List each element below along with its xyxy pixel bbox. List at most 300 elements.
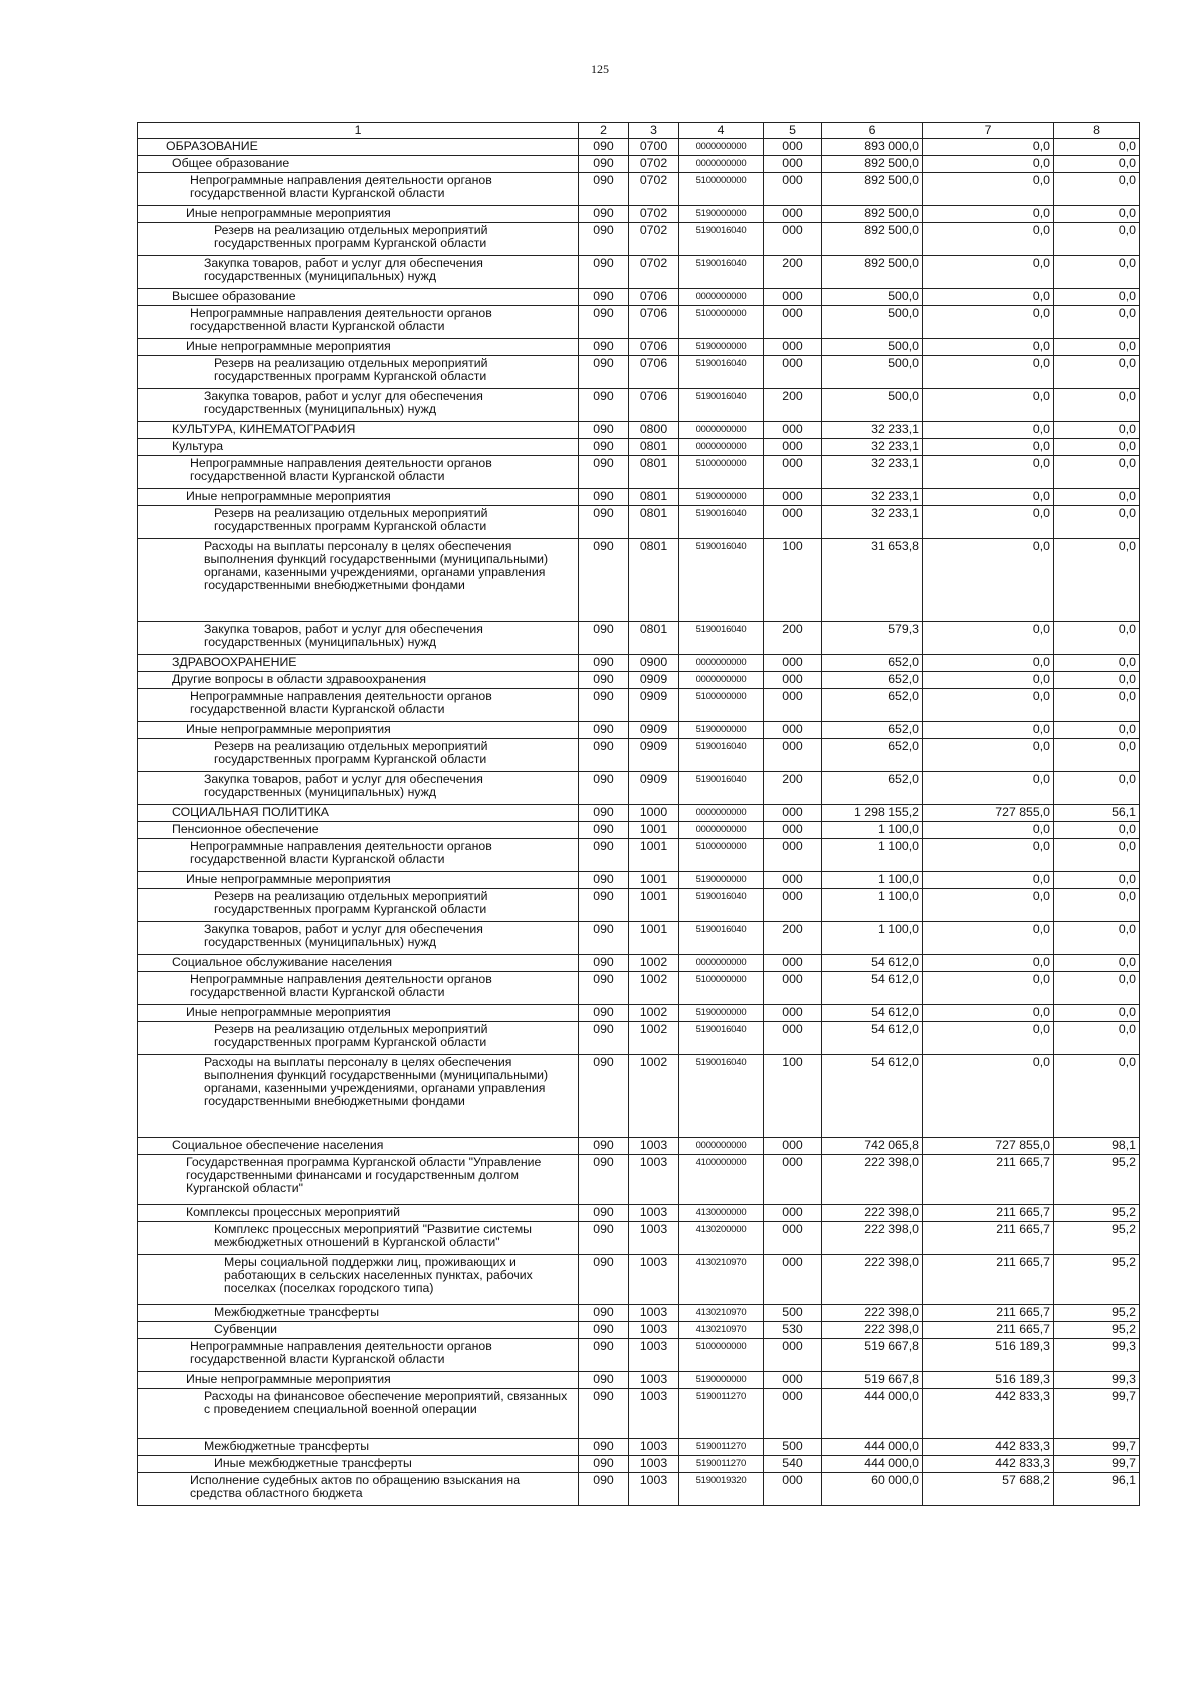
row-expense-type-cell: 000 bbox=[764, 206, 822, 223]
row-target-article-cell: 5190000000 bbox=[679, 489, 764, 506]
table-row bbox=[138, 1439, 1140, 1456]
table-row bbox=[138, 739, 1140, 772]
row-percent-cell: 0,0 bbox=[1054, 689, 1140, 722]
row-expense-type-cell: 000 bbox=[764, 722, 822, 739]
row-percent-cell: 99,7 bbox=[1054, 1456, 1140, 1473]
row-expense-type-cell: 000 bbox=[764, 955, 822, 972]
row-name-cell: Социальное обеспечение населения bbox=[138, 1138, 579, 1155]
table-row bbox=[138, 1339, 1140, 1372]
row-executed-cell: 0,0 bbox=[923, 922, 1054, 955]
row-admin-code-cell: 090 bbox=[579, 422, 629, 439]
row-target-article-cell: 5100000000 bbox=[679, 689, 764, 722]
row-admin-code-cell: 090 bbox=[579, 1255, 629, 1305]
row-name-cell: Расходы на выплаты персоналу в целях обеспечения выполнения функций государственными (муниципальными) органами, казенными учреждениями, органами управления государственными внебюджетными фондами bbox=[138, 1055, 579, 1138]
row-name-cell: Другие вопросы в области здравоохранения bbox=[138, 672, 579, 689]
row-name-cell: Непрограммные направления деятельности органов государственной власти Курганской области bbox=[138, 173, 579, 206]
row-executed-cell: 0,0 bbox=[923, 489, 1054, 506]
row-section-cell: 0909 bbox=[629, 689, 679, 722]
row-executed-cell: 0,0 bbox=[923, 256, 1054, 289]
row-planned-cell: 444 000,0 bbox=[822, 1456, 923, 1473]
table-row bbox=[138, 422, 1140, 439]
row-name-cell: Исполнение судебных актов по обращению взыскания на средства областного бюджета bbox=[138, 1473, 579, 1506]
row-target-article-cell: 5190019320 bbox=[679, 1473, 764, 1506]
row-expense-type-cell: 000 bbox=[764, 889, 822, 922]
row-section-cell: 0909 bbox=[629, 672, 679, 689]
row-planned-cell: 652,0 bbox=[822, 772, 923, 805]
row-name-cell: Непрограммные направления деятельности органов государственной власти Курганской области bbox=[138, 1339, 579, 1372]
row-executed-cell: 516 189,3 bbox=[923, 1372, 1054, 1389]
row-target-article-cell: 4130210970 bbox=[679, 1255, 764, 1305]
row-section-cell: 0702 bbox=[629, 223, 679, 256]
row-executed-cell: 211 665,7 bbox=[923, 1322, 1054, 1339]
row-section-cell: 1003 bbox=[629, 1339, 679, 1372]
row-percent-cell: 0,0 bbox=[1054, 389, 1140, 422]
row-target-article-cell: 0000000000 bbox=[679, 672, 764, 689]
row-target-article-cell: 5190016040 bbox=[679, 889, 764, 922]
row-name-cell: КУЛЬТУРА, КИНЕМАТОГРАФИЯ bbox=[138, 422, 579, 439]
row-expense-type-cell: 000 bbox=[764, 839, 822, 872]
row-expense-type-cell: 000 bbox=[764, 805, 822, 822]
row-target-article-cell: 0000000000 bbox=[679, 289, 764, 306]
header-row bbox=[138, 123, 1140, 139]
row-percent-cell: 0,0 bbox=[1054, 672, 1140, 689]
row-expense-type-cell: 000 bbox=[764, 1255, 822, 1305]
table-row bbox=[138, 339, 1140, 356]
row-name-cell: Иные непрограммные мероприятия bbox=[138, 339, 579, 356]
row-percent-cell: 0,0 bbox=[1054, 772, 1140, 805]
row-name-cell: Комплекс процессных мероприятий "Развитие системы межбюджетных отношений в Курганской области" bbox=[138, 1222, 579, 1255]
row-percent-cell: 95,2 bbox=[1054, 1305, 1140, 1322]
row-target-article-cell: 5190016040 bbox=[679, 389, 764, 422]
table-row bbox=[138, 722, 1140, 739]
row-expense-type-cell: 500 bbox=[764, 1439, 822, 1456]
row-admin-code-cell: 090 bbox=[579, 1155, 629, 1205]
table-row bbox=[138, 456, 1140, 489]
row-admin-code-cell: 090 bbox=[579, 206, 629, 223]
table-row bbox=[138, 389, 1140, 422]
table-row bbox=[138, 1305, 1140, 1322]
row-name-cell: Расходы на финансовое обеспечение мероприятий, связанных с проведением специальной военной операции bbox=[138, 1389, 579, 1439]
row-expense-type-cell: 000 bbox=[764, 173, 822, 206]
row-executed-cell: 0,0 bbox=[923, 839, 1054, 872]
row-target-article-cell: 4130210970 bbox=[679, 1305, 764, 1322]
row-name-cell: Закупка товаров, работ и услуг для обеспечения государственных (муниципальных) нужд bbox=[138, 622, 579, 655]
row-section-cell: 1002 bbox=[629, 955, 679, 972]
row-section-cell: 0909 bbox=[629, 772, 679, 805]
row-executed-cell: 727 855,0 bbox=[923, 805, 1054, 822]
row-admin-code-cell: 090 bbox=[579, 439, 629, 456]
table-row bbox=[138, 1255, 1140, 1305]
row-expense-type-cell: 200 bbox=[764, 922, 822, 955]
row-section-cell: 0801 bbox=[629, 506, 679, 539]
table-row bbox=[138, 1022, 1140, 1055]
row-percent-cell: 96,1 bbox=[1054, 1473, 1140, 1506]
row-executed-cell: 211 665,7 bbox=[923, 1255, 1054, 1305]
row-admin-code-cell: 090 bbox=[579, 1222, 629, 1255]
table-row bbox=[138, 506, 1140, 539]
table-row bbox=[138, 356, 1140, 389]
row-expense-type-cell: 000 bbox=[764, 655, 822, 672]
row-target-article-cell: 5190016040 bbox=[679, 256, 764, 289]
row-expense-type-cell: 000 bbox=[764, 289, 822, 306]
row-executed-cell: 0,0 bbox=[923, 772, 1054, 805]
row-name-cell: Высшее образование bbox=[138, 289, 579, 306]
row-admin-code-cell: 090 bbox=[579, 256, 629, 289]
row-planned-cell: 1 100,0 bbox=[822, 872, 923, 889]
row-executed-cell: 57 688,2 bbox=[923, 1473, 1054, 1506]
row-percent-cell: 95,2 bbox=[1054, 1255, 1140, 1305]
row-section-cell: 1003 bbox=[629, 1473, 679, 1506]
row-target-article-cell: 4130200000 bbox=[679, 1222, 764, 1255]
row-admin-code-cell: 090 bbox=[579, 1389, 629, 1439]
row-percent-cell: 0,0 bbox=[1054, 722, 1140, 739]
row-percent-cell: 95,2 bbox=[1054, 1322, 1140, 1339]
row-expense-type-cell: 000 bbox=[764, 1372, 822, 1389]
row-planned-cell: 1 100,0 bbox=[822, 889, 923, 922]
row-admin-code-cell: 090 bbox=[579, 489, 629, 506]
row-planned-cell: 1 100,0 bbox=[822, 822, 923, 839]
table-row bbox=[138, 289, 1140, 306]
row-executed-cell: 211 665,7 bbox=[923, 1305, 1054, 1322]
row-executed-cell: 0,0 bbox=[923, 739, 1054, 772]
row-target-article-cell: 4130000000 bbox=[679, 1205, 764, 1222]
row-executed-cell: 442 833,3 bbox=[923, 1456, 1054, 1473]
row-section-cell: 0800 bbox=[629, 422, 679, 439]
table-row bbox=[138, 889, 1140, 922]
row-planned-cell: 652,0 bbox=[822, 655, 923, 672]
row-percent-cell: 0,0 bbox=[1054, 256, 1140, 289]
row-expense-type-cell: 000 bbox=[764, 972, 822, 1005]
row-admin-code-cell: 090 bbox=[579, 223, 629, 256]
row-name-cell: СОЦИАЛЬНАЯ ПОЛИТИКА bbox=[138, 805, 579, 822]
table-row bbox=[138, 805, 1140, 822]
table-row bbox=[138, 822, 1140, 839]
row-admin-code-cell: 090 bbox=[579, 772, 629, 805]
row-planned-cell: 892 500,0 bbox=[822, 156, 923, 173]
row-expense-type-cell: 200 bbox=[764, 256, 822, 289]
row-planned-cell: 54 612,0 bbox=[822, 955, 923, 972]
row-section-cell: 0801 bbox=[629, 456, 679, 489]
row-expense-type-cell: 200 bbox=[764, 772, 822, 805]
row-target-article-cell: 5190016040 bbox=[679, 539, 764, 622]
row-admin-code-cell: 090 bbox=[579, 1055, 629, 1138]
row-section-cell: 0900 bbox=[629, 655, 679, 672]
table-row bbox=[138, 156, 1140, 173]
row-target-article-cell: 4130210970 bbox=[679, 1322, 764, 1339]
row-executed-cell: 0,0 bbox=[923, 206, 1054, 223]
row-admin-code-cell: 090 bbox=[579, 389, 629, 422]
row-executed-cell: 211 665,7 bbox=[923, 1205, 1054, 1222]
row-percent-cell: 0,0 bbox=[1054, 206, 1140, 223]
row-expense-type-cell: 200 bbox=[764, 622, 822, 655]
row-percent-cell: 0,0 bbox=[1054, 839, 1140, 872]
table-row bbox=[138, 1389, 1140, 1439]
table-row bbox=[138, 223, 1140, 256]
row-target-article-cell: 5190000000 bbox=[679, 872, 764, 889]
row-target-article-cell: 5190016040 bbox=[679, 223, 764, 256]
row-expense-type-cell: 000 bbox=[764, 1222, 822, 1255]
header-col-2: 2 bbox=[579, 123, 629, 139]
row-percent-cell: 0,0 bbox=[1054, 339, 1140, 356]
row-admin-code-cell: 090 bbox=[579, 822, 629, 839]
row-admin-code-cell: 090 bbox=[579, 1473, 629, 1506]
row-percent-cell: 95,2 bbox=[1054, 1205, 1140, 1222]
table-row bbox=[138, 1055, 1140, 1138]
row-expense-type-cell: 000 bbox=[764, 439, 822, 456]
row-target-article-cell: 5190016040 bbox=[679, 922, 764, 955]
row-name-cell: Резерв на реализацию отдельных мероприятий государственных программ Курганской области bbox=[138, 1022, 579, 1055]
table-row bbox=[138, 539, 1140, 622]
row-planned-cell: 444 000,0 bbox=[822, 1439, 923, 1456]
row-executed-cell: 0,0 bbox=[923, 972, 1054, 1005]
row-admin-code-cell: 090 bbox=[579, 872, 629, 889]
table-row bbox=[138, 1322, 1140, 1339]
row-expense-type-cell: 000 bbox=[764, 739, 822, 772]
row-planned-cell: 892 500,0 bbox=[822, 206, 923, 223]
row-expense-type-cell: 000 bbox=[764, 456, 822, 489]
table-row bbox=[138, 872, 1140, 889]
row-planned-cell: 519 667,8 bbox=[822, 1372, 923, 1389]
row-section-cell: 1001 bbox=[629, 922, 679, 955]
row-section-cell: 0702 bbox=[629, 173, 679, 206]
table-row bbox=[138, 622, 1140, 655]
row-planned-cell: 500,0 bbox=[822, 289, 923, 306]
row-percent-cell: 0,0 bbox=[1054, 622, 1140, 655]
row-executed-cell: 727 855,0 bbox=[923, 1138, 1054, 1155]
row-name-cell: Иные межбюджетные трансферты bbox=[138, 1456, 579, 1473]
row-section-cell: 1003 bbox=[629, 1255, 679, 1305]
table-row bbox=[138, 256, 1140, 289]
row-planned-cell: 222 398,0 bbox=[822, 1222, 923, 1255]
row-planned-cell: 222 398,0 bbox=[822, 1305, 923, 1322]
header-col-7: 7 bbox=[923, 123, 1054, 139]
row-percent-cell: 0,0 bbox=[1054, 156, 1140, 173]
row-planned-cell: 893 000,0 bbox=[822, 139, 923, 156]
row-target-article-cell: 0000000000 bbox=[679, 822, 764, 839]
row-expense-type-cell: 000 bbox=[764, 139, 822, 156]
row-percent-cell: 0,0 bbox=[1054, 1005, 1140, 1022]
table-row bbox=[138, 1205, 1140, 1222]
header-col-8: 8 bbox=[1054, 123, 1140, 139]
row-name-cell: Резерв на реализацию отдельных мероприятий государственных программ Курганской области bbox=[138, 739, 579, 772]
row-percent-cell: 99,7 bbox=[1054, 1439, 1140, 1456]
row-expense-type-cell: 000 bbox=[764, 1205, 822, 1222]
row-section-cell: 1003 bbox=[629, 1389, 679, 1439]
row-executed-cell: 211 665,7 bbox=[923, 1155, 1054, 1205]
row-admin-code-cell: 090 bbox=[579, 1205, 629, 1222]
row-section-cell: 0801 bbox=[629, 622, 679, 655]
row-planned-cell: 222 398,0 bbox=[822, 1155, 923, 1205]
row-executed-cell: 0,0 bbox=[923, 289, 1054, 306]
table-row bbox=[138, 1473, 1140, 1506]
row-executed-cell: 0,0 bbox=[923, 622, 1054, 655]
row-executed-cell: 0,0 bbox=[923, 156, 1054, 173]
row-expense-type-cell: 000 bbox=[764, 223, 822, 256]
row-executed-cell: 0,0 bbox=[923, 422, 1054, 439]
row-percent-cell: 0,0 bbox=[1054, 955, 1140, 972]
header-col-6: 6 bbox=[822, 123, 923, 139]
row-name-cell: Непрограммные направления деятельности органов государственной власти Курганской области bbox=[138, 689, 579, 722]
row-target-article-cell: 5190000000 bbox=[679, 206, 764, 223]
row-name-cell: Закупка товаров, работ и услуг для обеспечения государственных (муниципальных) нужд bbox=[138, 772, 579, 805]
row-percent-cell: 0,0 bbox=[1054, 889, 1140, 922]
row-section-cell: 1002 bbox=[629, 1022, 679, 1055]
row-expense-type-cell: 000 bbox=[764, 339, 822, 356]
row-planned-cell: 1 298 155,2 bbox=[822, 805, 923, 822]
row-admin-code-cell: 090 bbox=[579, 1456, 629, 1473]
row-percent-cell: 0,0 bbox=[1054, 439, 1140, 456]
row-admin-code-cell: 090 bbox=[579, 955, 629, 972]
row-expense-type-cell: 000 bbox=[764, 156, 822, 173]
row-percent-cell: 0,0 bbox=[1054, 356, 1140, 389]
table-row bbox=[138, 955, 1140, 972]
row-admin-code-cell: 090 bbox=[579, 289, 629, 306]
row-section-cell: 1003 bbox=[629, 1372, 679, 1389]
row-name-cell: Расходы на выплаты персоналу в целях обеспечения выполнения функций государственными (муниципальными) органами, казенными учреждениями, органами управления государственными внебюджетными фондами bbox=[138, 539, 579, 622]
row-admin-code-cell: 090 bbox=[579, 1305, 629, 1322]
row-planned-cell: 222 398,0 bbox=[822, 1322, 923, 1339]
row-executed-cell: 0,0 bbox=[923, 456, 1054, 489]
row-percent-cell: 0,0 bbox=[1054, 173, 1140, 206]
row-percent-cell: 99,3 bbox=[1054, 1372, 1140, 1389]
row-section-cell: 1003 bbox=[629, 1439, 679, 1456]
row-name-cell: Непрограммные направления деятельности органов государственной власти Курганской области bbox=[138, 839, 579, 872]
row-name-cell: Государственная программа Курганской области "Управление государственными финансами и государственным долгом Курганской области" bbox=[138, 1155, 579, 1205]
row-percent-cell: 0,0 bbox=[1054, 922, 1140, 955]
row-planned-cell: 54 612,0 bbox=[822, 972, 923, 1005]
row-planned-cell: 500,0 bbox=[822, 389, 923, 422]
row-executed-cell: 0,0 bbox=[923, 689, 1054, 722]
row-planned-cell: 32 233,1 bbox=[822, 439, 923, 456]
row-executed-cell: 0,0 bbox=[923, 223, 1054, 256]
row-expense-type-cell: 540 bbox=[764, 1456, 822, 1473]
row-percent-cell: 0,0 bbox=[1054, 655, 1140, 672]
row-percent-cell: 0,0 bbox=[1054, 422, 1140, 439]
row-name-cell: Культура bbox=[138, 439, 579, 456]
table-row bbox=[138, 1456, 1140, 1473]
row-expense-type-cell: 000 bbox=[764, 1339, 822, 1372]
row-admin-code-cell: 090 bbox=[579, 539, 629, 622]
row-name-cell: Непрограммные направления деятельности органов государственной власти Курганской области bbox=[138, 972, 579, 1005]
row-name-cell: Общее образование bbox=[138, 156, 579, 173]
row-target-article-cell: 0000000000 bbox=[679, 1138, 764, 1155]
row-expense-type-cell: 000 bbox=[764, 1389, 822, 1439]
row-percent-cell: 0,0 bbox=[1054, 539, 1140, 622]
row-name-cell: Непрограммные направления деятельности органов государственной власти Курганской области bbox=[138, 306, 579, 339]
row-executed-cell: 0,0 bbox=[923, 389, 1054, 422]
row-target-article-cell: 5190011270 bbox=[679, 1456, 764, 1473]
row-executed-cell: 0,0 bbox=[923, 173, 1054, 206]
row-expense-type-cell: 000 bbox=[764, 1138, 822, 1155]
row-planned-cell: 652,0 bbox=[822, 722, 923, 739]
header-col-1: 1 bbox=[138, 123, 579, 139]
row-planned-cell: 32 233,1 bbox=[822, 489, 923, 506]
row-section-cell: 0706 bbox=[629, 289, 679, 306]
row-name-cell: Резерв на реализацию отдельных мероприятий государственных программ Курганской области bbox=[138, 889, 579, 922]
row-admin-code-cell: 090 bbox=[579, 339, 629, 356]
row-planned-cell: 54 612,0 bbox=[822, 1005, 923, 1022]
row-name-cell: Непрограммные направления деятельности органов государственной власти Курганской области bbox=[138, 456, 579, 489]
row-target-article-cell: 0000000000 bbox=[679, 805, 764, 822]
row-executed-cell: 0,0 bbox=[923, 889, 1054, 922]
row-planned-cell: 892 500,0 bbox=[822, 223, 923, 256]
row-name-cell: Резерв на реализацию отдельных мероприятий государственных программ Курганской области bbox=[138, 506, 579, 539]
row-percent-cell: 0,0 bbox=[1054, 739, 1140, 772]
row-section-cell: 0706 bbox=[629, 356, 679, 389]
row-section-cell: 1002 bbox=[629, 1005, 679, 1022]
table-row bbox=[138, 173, 1140, 206]
row-target-article-cell: 5190000000 bbox=[679, 1005, 764, 1022]
row-target-article-cell: 5100000000 bbox=[679, 456, 764, 489]
row-target-article-cell: 5190000000 bbox=[679, 1372, 764, 1389]
row-planned-cell: 60 000,0 bbox=[822, 1473, 923, 1506]
row-percent-cell: 0,0 bbox=[1054, 1055, 1140, 1138]
row-section-cell: 0700 bbox=[629, 139, 679, 156]
row-section-cell: 0702 bbox=[629, 206, 679, 223]
row-executed-cell: 0,0 bbox=[923, 139, 1054, 156]
row-admin-code-cell: 090 bbox=[579, 173, 629, 206]
row-percent-cell: 0,0 bbox=[1054, 1022, 1140, 1055]
page-number: 125 bbox=[591, 62, 609, 76]
table-row bbox=[138, 972, 1140, 1005]
row-admin-code-cell: 090 bbox=[579, 839, 629, 872]
row-executed-cell: 0,0 bbox=[923, 506, 1054, 539]
row-admin-code-cell: 090 bbox=[579, 889, 629, 922]
row-admin-code-cell: 090 bbox=[579, 1022, 629, 1055]
row-planned-cell: 519 667,8 bbox=[822, 1339, 923, 1372]
row-admin-code-cell: 090 bbox=[579, 1005, 629, 1022]
row-expense-type-cell: 000 bbox=[764, 689, 822, 722]
row-planned-cell: 222 398,0 bbox=[822, 1255, 923, 1305]
row-target-article-cell: 5190000000 bbox=[679, 722, 764, 739]
row-section-cell: 0706 bbox=[629, 389, 679, 422]
header-col-3: 3 bbox=[629, 123, 679, 139]
row-name-cell: Иные непрограммные мероприятия bbox=[138, 489, 579, 506]
row-expense-type-cell: 000 bbox=[764, 1005, 822, 1022]
row-executed-cell: 442 833,3 bbox=[923, 1389, 1054, 1439]
row-name-cell: Закупка товаров, работ и услуг для обеспечения государственных (муниципальных) нужд bbox=[138, 256, 579, 289]
row-admin-code-cell: 090 bbox=[579, 1372, 629, 1389]
row-planned-cell: 54 612,0 bbox=[822, 1022, 923, 1055]
row-admin-code-cell: 090 bbox=[579, 1439, 629, 1456]
row-section-cell: 0702 bbox=[629, 256, 679, 289]
row-admin-code-cell: 090 bbox=[579, 672, 629, 689]
row-planned-cell: 500,0 bbox=[822, 306, 923, 339]
row-target-article-cell: 5100000000 bbox=[679, 972, 764, 1005]
row-executed-cell: 0,0 bbox=[923, 306, 1054, 339]
row-target-article-cell: 5190016040 bbox=[679, 739, 764, 772]
row-expense-type-cell: 000 bbox=[764, 506, 822, 539]
row-planned-cell: 32 233,1 bbox=[822, 422, 923, 439]
row-planned-cell: 31 653,8 bbox=[822, 539, 923, 622]
row-section-cell: 1003 bbox=[629, 1305, 679, 1322]
row-percent-cell: 0,0 bbox=[1054, 822, 1140, 839]
row-admin-code-cell: 090 bbox=[579, 156, 629, 173]
row-name-cell: Меры социальной поддержки лиц, проживающих и работающих в сельских населенных пунктах, рабочих поселках (поселках городского типа) bbox=[138, 1255, 579, 1305]
row-expense-type-cell: 000 bbox=[764, 306, 822, 339]
row-expense-type-cell: 000 bbox=[764, 872, 822, 889]
row-section-cell: 1003 bbox=[629, 1222, 679, 1255]
row-expense-type-cell: 000 bbox=[764, 489, 822, 506]
row-name-cell: Социальное обслуживание населения bbox=[138, 955, 579, 972]
row-planned-cell: 742 065,8 bbox=[822, 1138, 923, 1155]
row-planned-cell: 1 100,0 bbox=[822, 839, 923, 872]
row-percent-cell: 98,1 bbox=[1054, 1138, 1140, 1155]
row-name-cell: Межбюджетные трансферты bbox=[138, 1305, 579, 1322]
row-section-cell: 1003 bbox=[629, 1456, 679, 1473]
row-expense-type-cell: 000 bbox=[764, 356, 822, 389]
row-planned-cell: 652,0 bbox=[822, 689, 923, 722]
